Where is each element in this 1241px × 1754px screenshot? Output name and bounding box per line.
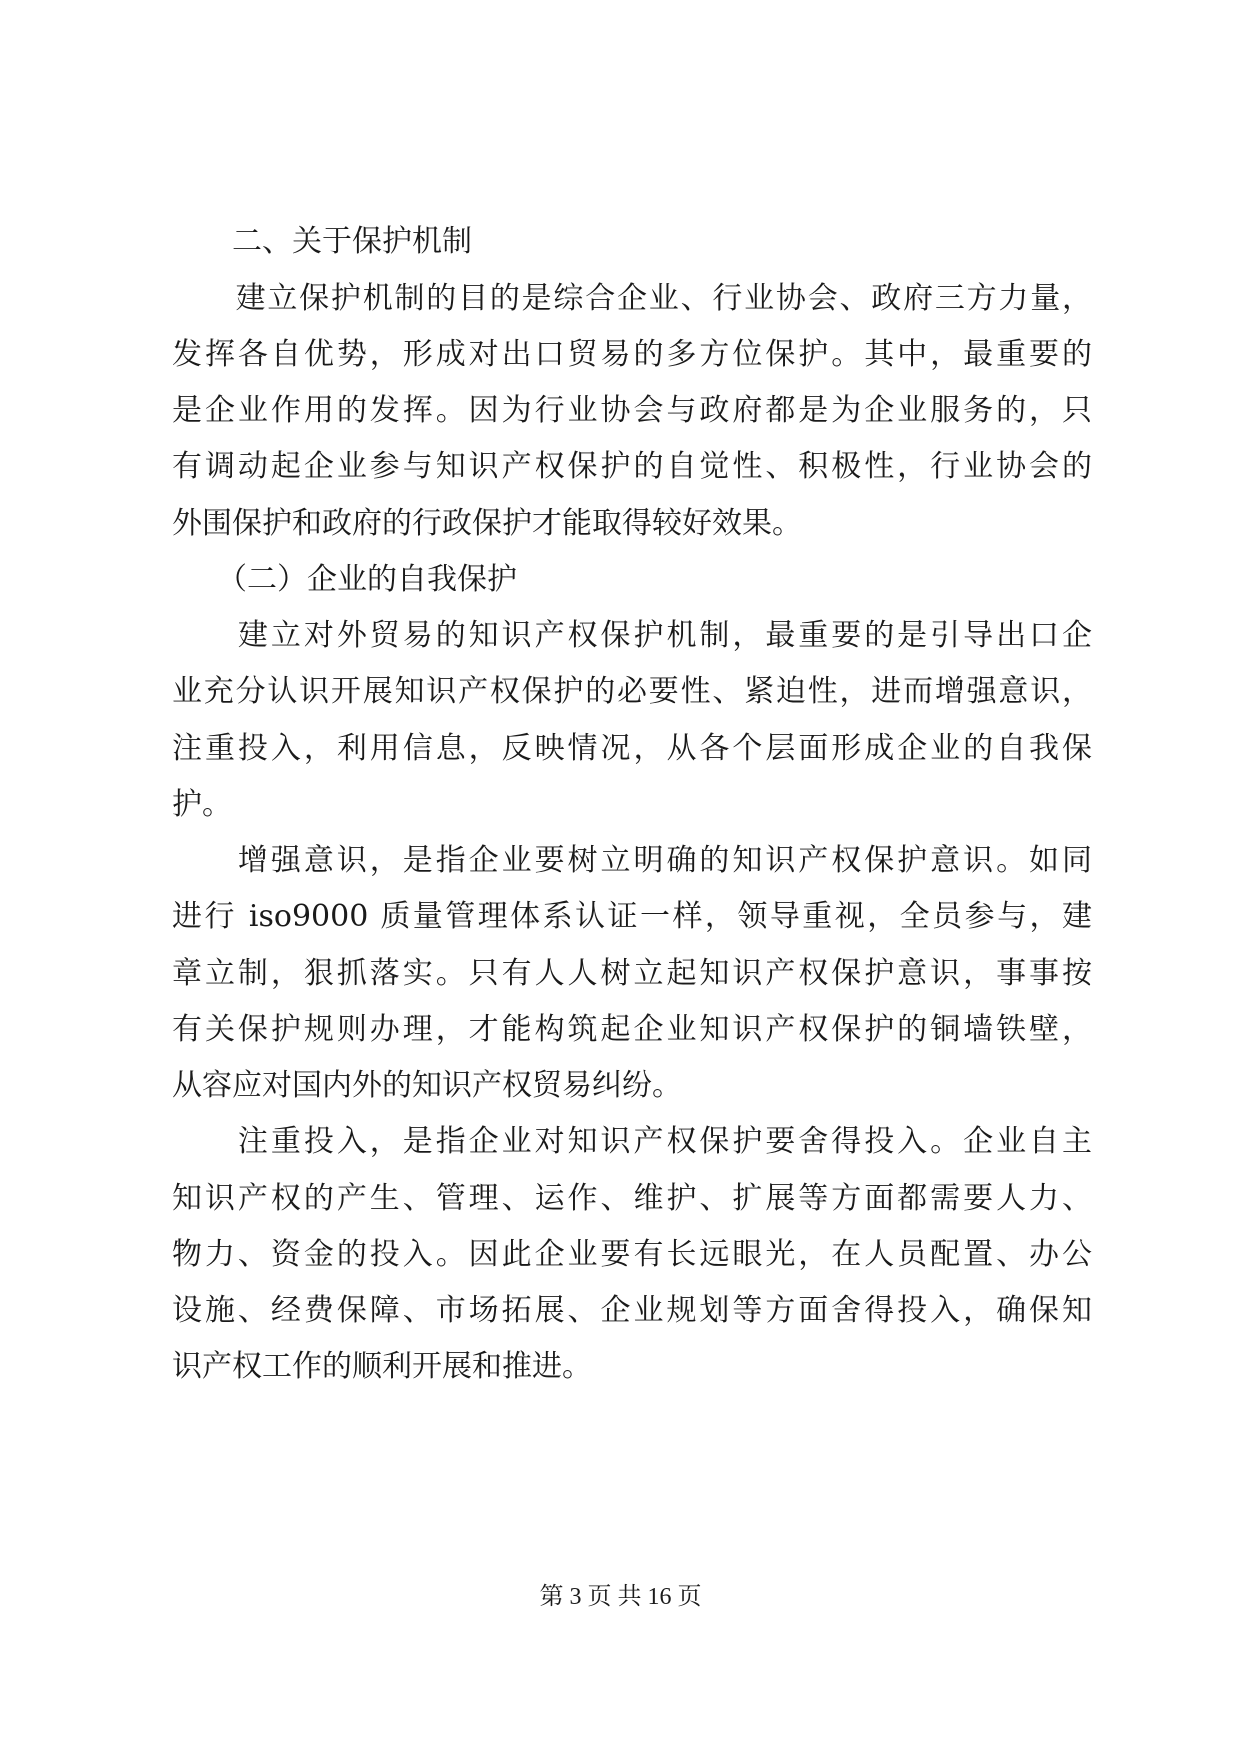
- paragraph-line: 建立保护机制的目的是综合企业、行业协会、政府三方力量，: [172, 281, 1092, 316]
- paragraph-line: 注重投入，利用信息，反映情况，从各个层面形成企业的自我保: [172, 731, 1092, 766]
- paragraph-line: 有关保护规则办理，才能构筑起企业知识产权保护的铜墙铁壁，: [172, 1012, 1092, 1047]
- paragraph-line: 设施、经费保障、市场拓展、企业规划等方面舍得投入，确保知: [172, 1293, 1092, 1328]
- paragraph-line: 从容应对国内外的知识产权贸易纠纷。: [172, 1068, 682, 1103]
- heading-protection-mechanism: 二、关于保护机制: [172, 224, 472, 259]
- paragraph-line: 有调动起企业参与知识产权保护的自觉性、积极性，行业协会的: [172, 449, 1092, 484]
- heading-self-protection: （二）企业的自我保护: [172, 562, 517, 597]
- page-number-footer: 第 3 页 共 16 页: [539, 1584, 702, 1610]
- paragraph-line: 是企业作用的发挥。因为行业协会与政府都是为企业服务的，只: [172, 393, 1092, 428]
- paragraph-line: 知识产权的产生、管理、运作、维护、扩展等方面都需要人力、: [172, 1181, 1092, 1216]
- paragraph-line: 业充分认识开展知识产权保护的必要性、紧迫性，进而增强意识，: [172, 674, 1092, 709]
- paragraph-line: 进行 iso9000 质量管理体系认证一样，领导重视，全员参与，建: [172, 899, 1092, 934]
- paragraph-line: 建立对外贸易的知识产权保护机制，最重要的是引导出口企: [172, 618, 1092, 653]
- paragraph-line: 注重投入，是指企业对知识产权保护要舍得投入。企业自主: [172, 1124, 1092, 1159]
- paragraph-line: 外围保护和政府的行政保护才能取得较好效果。: [172, 506, 802, 541]
- paragraph-line: 发挥各自优势，形成对出口贸易的多方位保护。其中，最重要的: [172, 337, 1092, 372]
- paragraph-line: 章立制，狠抓落实。只有人人树立起知识产权保护意识，事事按: [172, 956, 1092, 991]
- paragraph-line: 护。: [172, 787, 232, 822]
- paragraph-line: 物力、资金的投入。因此企业要有长远眼光，在人员配置、办公: [172, 1237, 1092, 1272]
- paragraph-line: 识产权工作的顺利开展和推进。: [172, 1349, 592, 1384]
- paragraph-line: 增强意识，是指企业要树立明确的知识产权保护意识。如同: [172, 843, 1092, 878]
